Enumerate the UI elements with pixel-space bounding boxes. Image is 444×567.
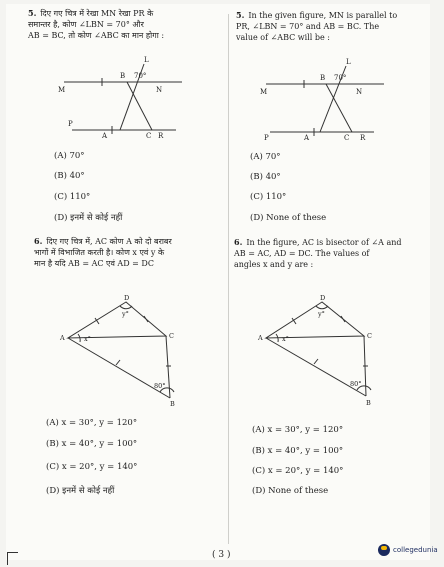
fig5h-label-angle: 70°: [134, 72, 147, 80]
q6-hindi-line-1: दिए गए चित्र में, AC कोण A को दो बराबर: [46, 237, 172, 246]
figure-5-english: [256, 56, 416, 146]
fig6e-label-A: A: [258, 334, 263, 342]
q5-english-option-c: (C) 110°: [250, 192, 287, 202]
fig5e-label-M: M: [260, 88, 268, 96]
q5-hindi-line-2: समान्तर है, कोण ∠LBN = 70° और: [28, 20, 144, 29]
q6-hindi-line-2: भागों में विभाजित करती है। कोण x एवं y के: [34, 248, 165, 257]
fig6e-label-y: y°: [318, 310, 325, 318]
q5-hindi-number: 5.: [28, 8, 37, 18]
q5-hindi-option-d: (D) इनमें से कोई नहीं: [54, 213, 123, 223]
q5-english-text: [236, 10, 421, 43]
fig5h-label-A: A: [102, 132, 108, 140]
fig6e-label-B: B: [366, 399, 371, 407]
fig5e-label-A: A: [304, 134, 310, 142]
q5-english-line-2: PR, ∠LBN = 70° and AB = BC. The: [236, 22, 380, 31]
q5-english-option-d: (D) None of these: [250, 213, 327, 223]
fig5e-label-L: L: [346, 58, 351, 66]
fig5h-label-L: L: [144, 56, 149, 64]
fig5e-label-N: N: [356, 88, 363, 96]
figure-5-hindi: [54, 54, 214, 144]
q5-english-number: 5.: [236, 10, 245, 20]
q6-english-option-c: (C) x = 20°, y = 140°: [252, 466, 344, 476]
fig6e-label-x: x°: [282, 335, 289, 343]
q5-english-line-3: value of ∠ABC will be :: [236, 33, 330, 42]
q5-hindi-line-3: AB = BC, तो कोण ∠ABC का मान होगा :: [28, 31, 165, 40]
fig5e-label-R: R: [360, 134, 366, 142]
q6-hindi-text: [34, 236, 222, 269]
fig6h-label-D: D: [124, 294, 130, 302]
fig6h-label-A: A: [60, 334, 65, 342]
figure-6-hindi: [56, 294, 196, 409]
fig6h-label-B: B: [170, 400, 175, 408]
fig5e-label-C: C: [344, 134, 350, 142]
figure-6-english: [254, 294, 394, 409]
logo-icon: [378, 544, 390, 556]
fig5e-label-P: P: [264, 134, 269, 142]
collegedunia-logo: [378, 544, 438, 556]
q5-hindi-option-a: (A) 70°: [54, 151, 85, 161]
fig5h-label-P: P: [68, 120, 73, 128]
fig6e-label-C: C: [367, 332, 372, 340]
column-divider: [228, 14, 229, 544]
fig5h-label-R: R: [158, 132, 164, 140]
q6-english-line-2: AB = AC, AD = DC. The values of: [234, 249, 370, 258]
q6-hindi-option-c: (C) x = 20°, y = 140°: [46, 462, 138, 472]
corner-mark: [7, 552, 18, 565]
q5-hindi-line-1: दिए गए चित्र में रेखा MN रेखा PR के: [40, 9, 154, 18]
fig6h-label-y: y°: [122, 310, 129, 318]
fig6e-label-D: D: [320, 294, 326, 302]
page-number: ( 3 ): [212, 550, 231, 560]
fig6h-label-x: x°: [84, 335, 91, 343]
fig6e-label-80: 80°: [350, 380, 362, 388]
q6-hindi-option-d: (D) इनमें से कोई नहीं: [46, 486, 115, 496]
q6-english-option-d: (D) None of these: [252, 486, 329, 496]
q6-english-number: 6.: [234, 237, 243, 247]
q6-hindi-option-b: (B) x = 40°, y = 100°: [46, 439, 138, 449]
q5-english-line-1: In the given figure, MN is parallel to: [248, 11, 398, 20]
fig5h-label-B: B: [120, 72, 126, 80]
q5-hindi-text: [28, 8, 218, 41]
exam-page: [6, 4, 430, 560]
fig5e-label-B: B: [320, 74, 326, 82]
fig5h-label-M: M: [58, 86, 66, 94]
fig6h-label-80: 80°: [154, 382, 166, 390]
fig6h-label-C: C: [169, 332, 174, 340]
logo-text: collegedunia: [393, 546, 438, 554]
q6-hindi-line-3: मान है यदि AB = AC एवं AD = DC: [34, 259, 154, 268]
q5-hindi-option-c: (C) 110°: [54, 192, 91, 202]
q6-english-line-1: In the figure, AC is bisector of ∠A and: [246, 238, 402, 247]
fig5e-label-angle: 70°: [334, 74, 347, 82]
fig5h-label-C: C: [146, 132, 152, 140]
q6-english-option-b: (B) x = 40°, y = 100°: [252, 446, 344, 456]
q5-hindi-option-b: (B) 40°: [54, 171, 85, 181]
q6-hindi-option-a: (A) x = 30°, y = 120°: [46, 418, 138, 428]
q5-english-option-a: (A) 70°: [250, 152, 281, 162]
fig5h-label-N: N: [156, 86, 163, 94]
q6-english-option-a: (A) x = 30°, y = 120°: [252, 425, 344, 435]
q6-hindi-number: 6.: [34, 236, 43, 246]
q6-english-text: [234, 237, 424, 270]
q5-english-option-b: (B) 40°: [250, 172, 281, 182]
q6-english-line-3: angles x and y are :: [234, 260, 314, 269]
